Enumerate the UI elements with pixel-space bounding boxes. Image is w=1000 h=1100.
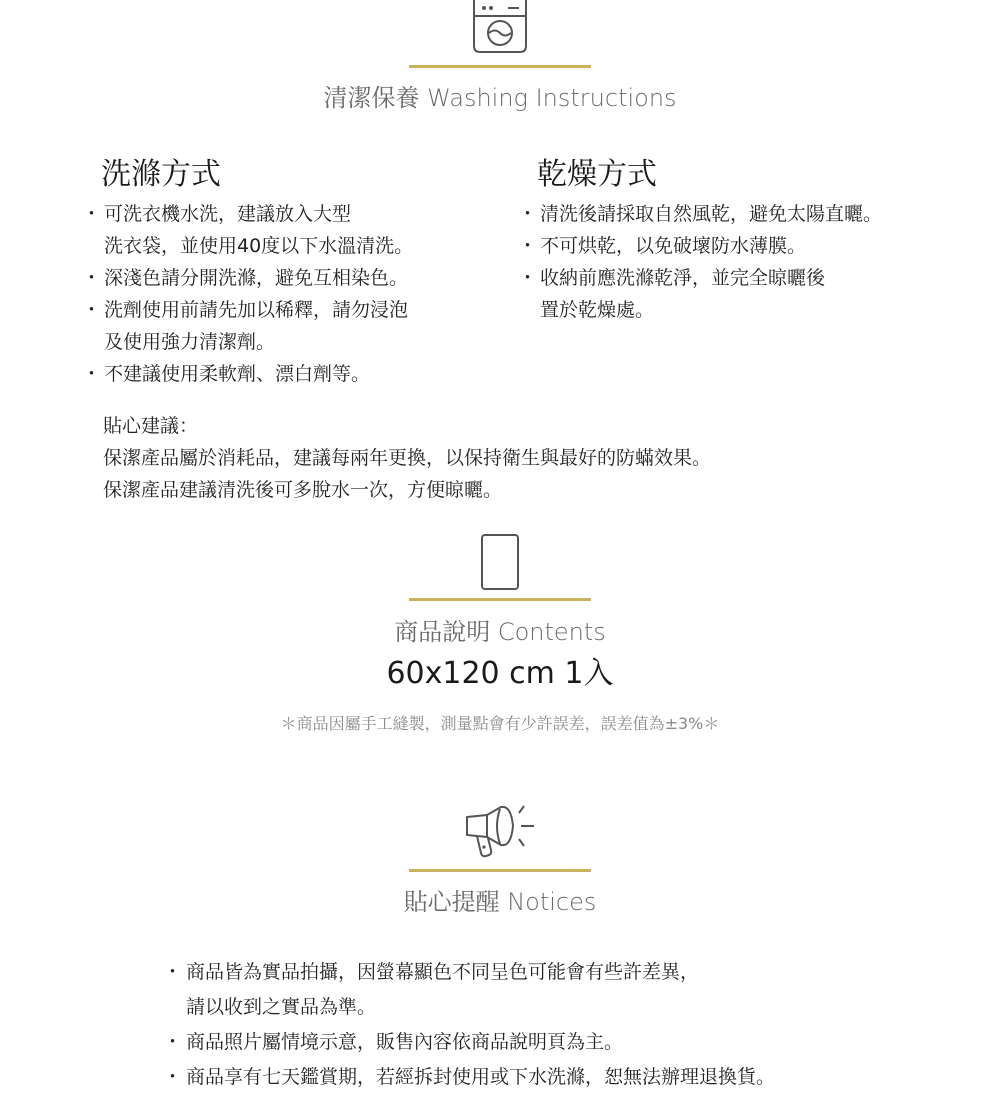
bullet-glyph: ・ bbox=[163, 1031, 183, 1053]
list-item: ・ 不可烘乾，以免破壞防水薄膜。 bbox=[518, 230, 958, 262]
list-item: ・ 清洗後請採取自然風乾，避免太陽直曬。 bbox=[518, 198, 958, 230]
bullet-glyph: ・ bbox=[518, 235, 538, 257]
rectangle-outline-icon bbox=[480, 533, 520, 591]
list-item: ・ 商品照片屬情境示意，販售內容依商品說明頁為主。 bbox=[163, 1025, 923, 1060]
product-size: 60x120 cm 1入 bbox=[386, 656, 614, 691]
list-item: ・ 商品皆為實品拍攝，因螢幕顯色不同呈色可能會有些許差異， 請以收到之實品為準。 bbox=[163, 955, 923, 1025]
list-item: ・ 不建議使用柔軟劑、漂白劑等。 bbox=[82, 358, 502, 390]
washing-section-title: 清潔保養 Washing Instructions bbox=[323, 84, 677, 112]
bullet-glyph: ・ bbox=[518, 267, 538, 289]
notices-divider bbox=[409, 869, 591, 872]
washing-method-list bbox=[82, 198, 502, 390]
list-item: ・ 洗劑使用前請先加以稀釋，請勿浸泡 及使用強力清潔劑。 bbox=[82, 294, 502, 358]
contents-divider bbox=[409, 598, 591, 601]
washing-method-heading: 洗滌方式 bbox=[101, 157, 221, 192]
list-item: ・ 收納前應洗滌乾淨，並完全晾曬後 置於乾燥處。 bbox=[518, 262, 958, 326]
care-tips-line: 保潔產品建議清洗後可多脫水一次，方便晾曬。 bbox=[103, 479, 503, 501]
bullet-glyph: ・ bbox=[82, 299, 102, 321]
bullet-glyph: ・ bbox=[82, 267, 102, 289]
drying-method-list bbox=[518, 198, 958, 326]
care-tips-label: 貼心建議： bbox=[103, 415, 199, 437]
drying-method-heading: 乾燥方式 bbox=[537, 157, 657, 192]
list-item: ・ 深淺色請分開洗滌，避免互相染色。 bbox=[82, 262, 502, 294]
bullet-glyph: ・ bbox=[163, 1066, 183, 1088]
megaphone-icon bbox=[463, 801, 537, 859]
notices-list bbox=[163, 955, 923, 1095]
contents-section-title: 商品說明 Contents bbox=[394, 618, 606, 646]
bullet-glyph: ・ bbox=[163, 961, 183, 983]
bullet-glyph: ・ bbox=[518, 203, 538, 225]
list-item: ・ 可洗衣機水洗，建議放入大型 洗衣袋，並使用40度以下水溫清洗。 bbox=[82, 198, 502, 262]
bullet-glyph: ・ bbox=[82, 363, 102, 385]
washing-machine-icon bbox=[471, 0, 529, 54]
notices-section-title: 貼心提醒 Notices bbox=[403, 888, 597, 916]
care-tips-line: 保潔產品屬於消耗品，建議每兩年更換，以保持衛生與最好的防蟎效果。 bbox=[103, 447, 712, 469]
washing-divider bbox=[409, 65, 591, 68]
list-item: ・ 商品享有七天鑑賞期，若經拆封使用或下水洗滌，恕無法辦理退換貨。 bbox=[163, 1060, 923, 1095]
bullet-glyph: ・ bbox=[82, 203, 102, 225]
care-tips bbox=[103, 410, 711, 506]
measurement-note: ＊商品因屬手工縫製，測量點會有少許誤差，誤差值為±3%＊ bbox=[280, 714, 720, 733]
